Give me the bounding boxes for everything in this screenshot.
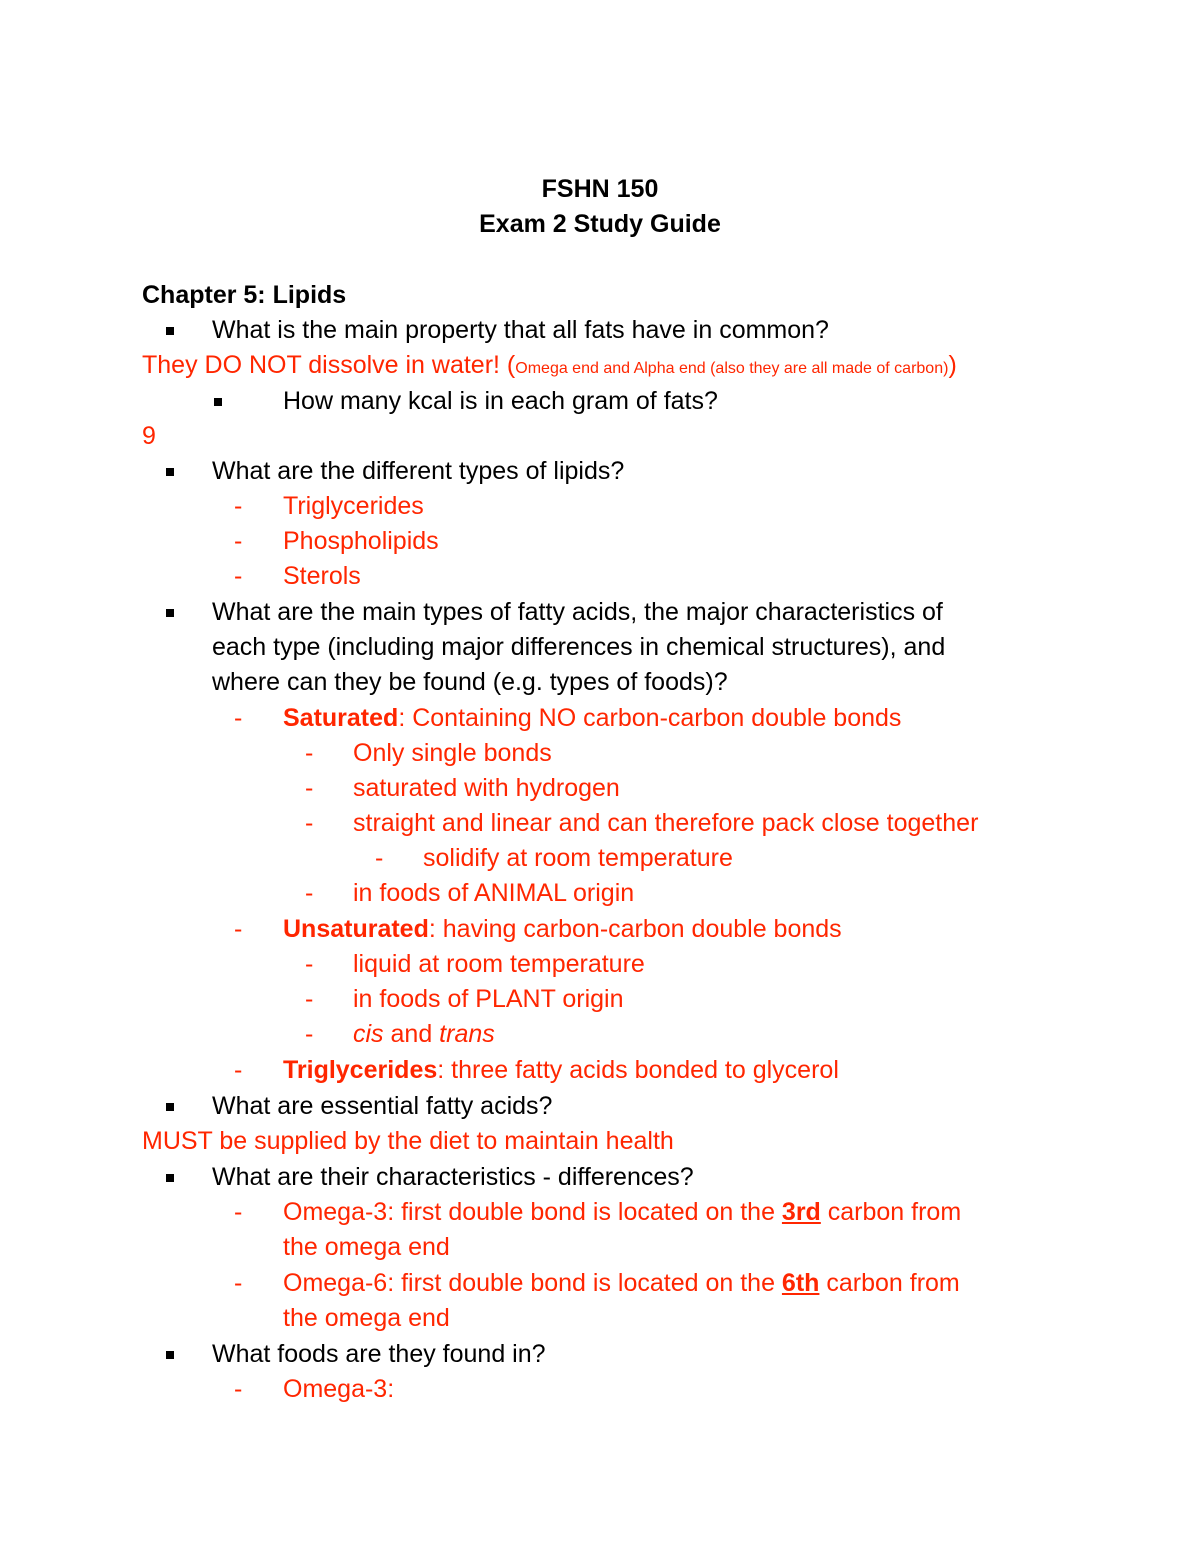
omega3-position: 3rd	[781, 1198, 821, 1226]
dash-marker: -	[305, 985, 314, 1013]
omega3-characteristic-cont: the omega end	[283, 1233, 450, 1261]
unsaturated-term: Unsaturated	[283, 915, 429, 943]
omega3-characteristic	[283, 1195, 961, 1230]
saturated-point: Only single bonds	[353, 739, 552, 767]
unsaturated-point: liquid at room temperature	[353, 950, 645, 978]
omega6-post: carbon from	[819, 1269, 960, 1297]
question-essential-fatty-acids: What are essential fatty acids?	[212, 1092, 553, 1120]
square-bullet-icon	[166, 468, 174, 476]
dash-marker: -	[305, 774, 314, 802]
trans-text: trans	[439, 1020, 495, 1048]
square-bullet-icon	[166, 1351, 174, 1359]
triglycerides-term: Triglycerides	[283, 1056, 438, 1084]
and-text: and	[383, 1020, 440, 1048]
cis-text: cis	[353, 1020, 384, 1048]
answer-essential-fatty-acids: MUST be supplied by the diet to maintain health	[142, 1127, 674, 1155]
dash-marker: -	[234, 1056, 243, 1084]
lipid-type-item: Phospholipids	[283, 527, 439, 555]
lipid-type-item: Sterols	[283, 562, 361, 590]
square-bullet-icon	[166, 609, 174, 617]
dash-marker: -	[234, 915, 243, 943]
answer-main-text: They DO NOT dissolve in water! (	[142, 351, 516, 379]
dash-marker: -	[375, 844, 384, 872]
square-bullet-icon	[166, 1103, 174, 1111]
dash-marker: -	[234, 562, 243, 590]
question-foods: What foods are they found in?	[212, 1340, 546, 1368]
question-lipid-types: What are the different types of lipids?	[212, 457, 625, 485]
omega3-post: carbon from	[820, 1198, 962, 1226]
dash-marker: -	[234, 1269, 243, 1297]
unsaturated-definition	[283, 912, 842, 947]
dash-marker: -	[305, 809, 314, 837]
omega6-pre: Omega-6: first double bond is located on the	[283, 1269, 782, 1297]
omega3-pre: Omega-3: first double bond is located on the	[283, 1198, 782, 1226]
lipid-type-item: Triglycerides	[283, 492, 424, 520]
square-bullet-icon	[166, 327, 174, 335]
dash-marker: -	[234, 492, 243, 520]
triglycerides-def: : three fatty acids bonded to glycerol	[437, 1056, 839, 1084]
question-characteristics: What are their characteristics - differences?	[212, 1163, 694, 1191]
question-fatty-acids-line: where can they be found (e.g. types of foods)?	[212, 668, 728, 696]
document-subtitle: Exam 2 Study Guide	[479, 210, 721, 238]
question-main-property: What is the main property that all fats have in common?	[212, 316, 829, 344]
dash-marker: -	[305, 950, 314, 978]
saturated-definition	[283, 701, 901, 736]
unsaturated-def: : having carbon-carbon double bonds	[428, 915, 842, 943]
omega6-characteristic-cont: the omega end	[283, 1304, 450, 1332]
triglycerides-definition	[283, 1053, 839, 1088]
dash-marker: -	[305, 1020, 314, 1048]
cis-trans-point	[353, 1017, 495, 1052]
dash-marker: -	[234, 1375, 243, 1403]
dash-marker: -	[234, 527, 243, 555]
unsaturated-point: in foods of PLANT origin	[353, 985, 624, 1013]
saturated-point: saturated with hydrogen	[353, 774, 620, 802]
saturated-def: : Containing NO carbon-carbon double bonds	[398, 704, 902, 732]
question-kcal: How many kcal is in each gram of fats?	[283, 387, 718, 415]
saturated-origin: in foods of ANIMAL origin	[353, 879, 635, 907]
answer-close-paren: )	[948, 351, 957, 379]
omega6-position: 6th	[781, 1269, 820, 1297]
course-title: FSHN 150	[541, 175, 659, 203]
dash-marker: -	[305, 739, 314, 767]
omega6-characteristic	[283, 1266, 960, 1301]
dash-marker: -	[234, 1198, 243, 1226]
saturated-term: Saturated	[283, 704, 399, 732]
saturated-point: straight and linear and can therefore pack close together	[353, 809, 979, 837]
answer-foods-omega3: Omega-3:	[283, 1375, 395, 1403]
chapter-heading: Chapter 5: Lipids	[142, 281, 347, 309]
dash-marker: -	[234, 704, 243, 732]
answer-small-note: Omega end and Alpha end (also they are all made of carbon)	[515, 360, 949, 377]
dash-marker: -	[305, 879, 314, 907]
question-fatty-acids-line: each type (including major differences in chemical structures), and	[212, 633, 946, 661]
square-bullet-icon	[166, 1174, 174, 1182]
question-fatty-acids-line: What are the main types of fatty acids, the major characteristics of	[212, 598, 943, 626]
answer-kcal: 9	[142, 422, 156, 450]
square-bullet-icon	[214, 398, 222, 406]
answer-main-property	[142, 348, 957, 386]
saturated-sub-point: solidify at room temperature	[423, 844, 733, 872]
